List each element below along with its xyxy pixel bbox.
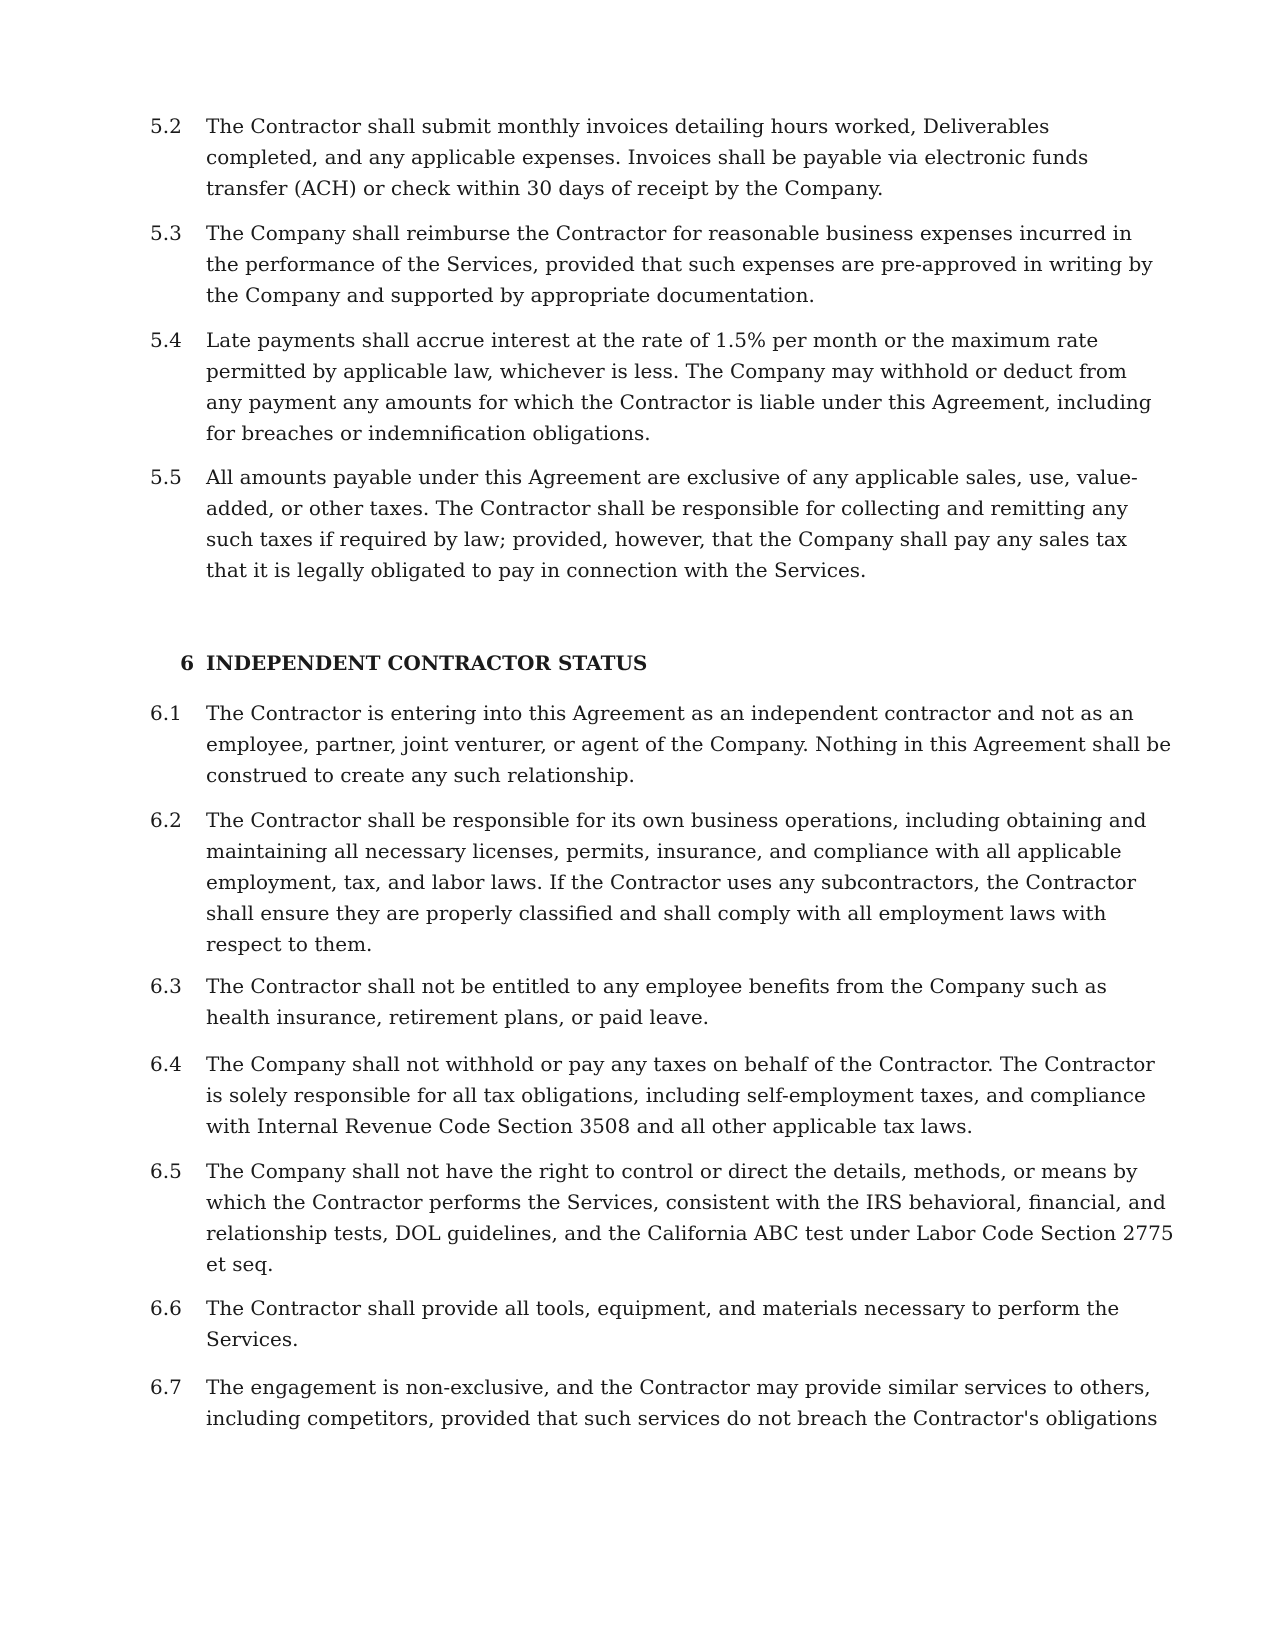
clause-line: transfer (ACH) or check within 30 days of receipt by the Company. xyxy=(206,176,884,200)
clause-line: employee, partner, joint venturer, or agent of the Company. Nothing in this Agreement shall be xyxy=(206,732,1172,756)
clause-line: health insurance, retirement plans, or paid leave. xyxy=(206,1005,710,1029)
clause-line: The Contractor is entering into this Agreement as an independent contractor and not as an xyxy=(206,701,1134,725)
clause-text xyxy=(206,325,1152,449)
clause-number: 5.2 xyxy=(150,114,182,138)
clause-line: All amounts payable under this Agreement are exclusive of any applicable sales, use, value- xyxy=(206,465,1138,489)
clause-number: 6.4 xyxy=(150,1052,182,1076)
clause-line: The Contractor shall not be entitled to any employee benefits from the Company such as xyxy=(206,974,1107,998)
clause-line: the Company and supported by appropriate documentation. xyxy=(206,283,815,307)
clause-text xyxy=(206,1372,1158,1434)
clause-line: et seq. xyxy=(206,1252,274,1276)
clause-line: maintaining all necessary licenses, permits, insurance, and compliance with all applicable xyxy=(206,839,1122,863)
clause-line: The engagement is non-exclusive, and the Contractor may provide similar services to others, xyxy=(206,1375,1151,1399)
clause-number: 6.2 xyxy=(150,808,182,832)
clause-text xyxy=(206,1156,1174,1280)
clause-text xyxy=(206,1293,1120,1355)
clause-line: including competitors, provided that such services do not breach the Contractor's obligations xyxy=(206,1406,1158,1430)
clause-line: Late payments shall accrue interest at the rate of 1.5% per month or the maximum rate xyxy=(206,328,1099,352)
clause-number: 5.3 xyxy=(150,221,182,245)
clause-text xyxy=(206,111,1089,204)
clause-number: 5.5 xyxy=(150,465,182,489)
clause-number: 6.6 xyxy=(150,1296,182,1320)
section-title: INDEPENDENT CONTRACTOR STATUS xyxy=(206,651,648,675)
clause-number: 6.5 xyxy=(150,1159,182,1183)
clause-line: that it is legally obligated to pay in connection with the Services. xyxy=(206,558,867,582)
clause-line: which the Contractor performs the Services, consistent with the IRS behavioral, financial, and xyxy=(206,1190,1166,1214)
clause-line: such taxes if required by law; provided, however, that the Company shall pay any sales tax xyxy=(206,527,1128,551)
clause-line: permitted by applicable law, whichever is less. The Company may withhold or deduct from xyxy=(206,359,1127,383)
clause-line: employment, tax, and labor laws. If the Contractor uses any subcontractors, the Contractor xyxy=(206,870,1137,894)
clause-number: 6.7 xyxy=(150,1375,182,1399)
clause-text xyxy=(206,805,1147,960)
clause-text xyxy=(206,698,1172,791)
clause-line: The Contractor shall be responsible for its own business operations, including obtaining and xyxy=(206,808,1147,832)
clause-line: shall ensure they are properly classified and shall comply with all employment laws with xyxy=(206,901,1107,925)
clause-line: The Contractor shall provide all tools, equipment, and materials necessary to perform the xyxy=(206,1296,1120,1320)
clause-number: 5.4 xyxy=(150,328,182,352)
clause-line: The Contractor shall submit monthly invoices detailing hours worked, Deliverables xyxy=(206,114,1050,138)
section-number: 6 xyxy=(180,651,194,675)
clause-line: construed to create any such relationship. xyxy=(206,763,635,787)
clause-line: the performance of the Services, provided that such expenses are pre-approved in writing by xyxy=(206,252,1153,276)
clause-line: is solely responsible for all tax obligations, including self-employment taxes, and compliance xyxy=(206,1083,1146,1107)
clause-line: relationship tests, DOL guidelines, and the California ABC test under Labor Code Section 2775 xyxy=(206,1221,1174,1245)
clause-number: 6.3 xyxy=(150,974,182,998)
clause-text xyxy=(206,218,1153,311)
clause-line: completed, and any applicable expenses. Invoices shall be payable via electronic funds xyxy=(206,145,1089,169)
clause-text xyxy=(206,971,1107,1033)
clause-line: added, or other taxes. The Contractor shall be responsible for collecting and remitting any xyxy=(206,496,1128,520)
clause-text xyxy=(206,1049,1155,1142)
clause-line: The Company shall not withhold or pay any taxes on behalf of the Contractor. The Contractor xyxy=(206,1052,1155,1076)
clause-text xyxy=(206,462,1138,586)
clause-line: respect to them. xyxy=(206,932,373,956)
clause-number: 6.1 xyxy=(150,701,182,725)
clause-line: The Company shall reimburse the Contractor for reasonable business expenses incurred in xyxy=(206,221,1132,245)
clause-line: The Company shall not have the right to control or direct the details, methods, or means by xyxy=(206,1159,1138,1183)
clause-line: with Internal Revenue Code Section 3508 and all other applicable tax laws. xyxy=(206,1114,973,1138)
clause-line: for breaches or indemnification obligations. xyxy=(206,421,651,445)
clause-line: Services. xyxy=(206,1327,299,1351)
clause-line: any payment any amounts for which the Contractor is liable under this Agreement, including xyxy=(206,390,1152,414)
